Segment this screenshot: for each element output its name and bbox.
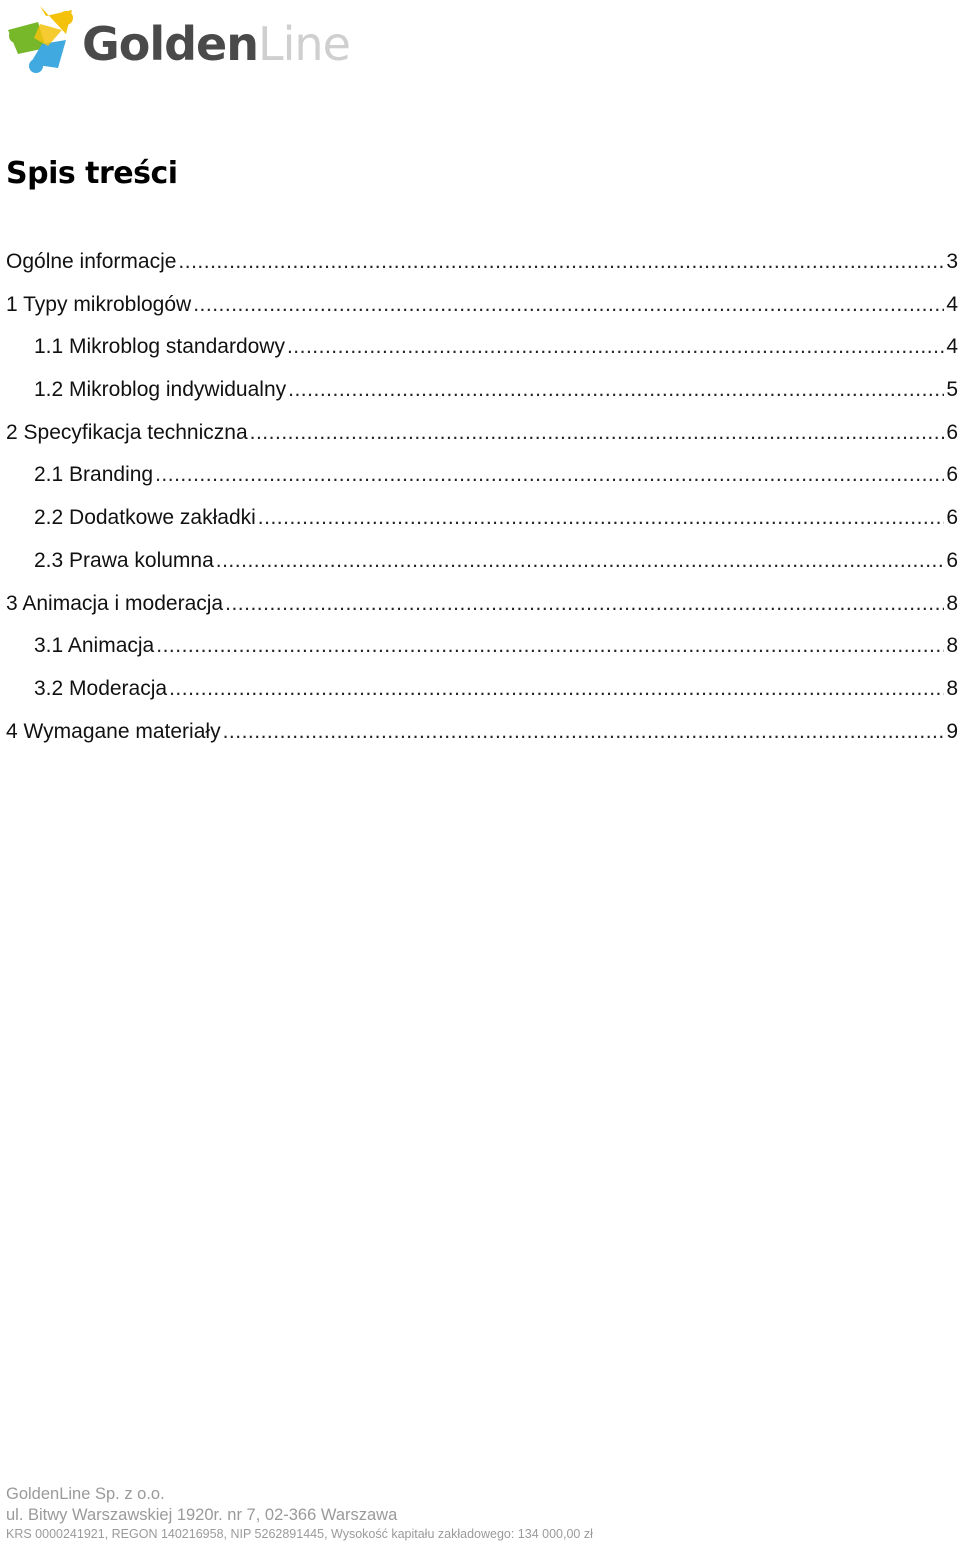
- toc-entry[interactable]: [6, 592, 958, 635]
- toc-dot-leader: [288, 378, 944, 402]
- toc-entry[interactable]: [6, 677, 958, 720]
- toc-dot-leader: [287, 335, 944, 359]
- logo-text-golden: Golden: [82, 17, 259, 71]
- toc-entry-page: 8: [946, 634, 958, 658]
- toc-entry-label: 1.2 Mikroblog indywidualny: [34, 378, 287, 402]
- page-footer: [6, 1484, 593, 1543]
- toc-entry[interactable]: [6, 720, 958, 763]
- toc-dot-leader: [178, 250, 944, 274]
- toc-dot-leader: [223, 720, 945, 744]
- toc-entry-page: 4: [946, 292, 958, 316]
- table-of-contents: [6, 250, 958, 762]
- footer-legal: KRS 0000241921, REGON 140216958, NIP 5262891445, Wysokość kapitału zakładowego: 134 000,00 zł: [6, 1527, 593, 1541]
- toc-entry-page: 3: [946, 250, 958, 273]
- toc-dot-leader: [225, 592, 944, 616]
- toc-entry-label: 2.1 Branding: [34, 463, 154, 487]
- toc-entry-page: 6: [946, 420, 958, 444]
- toc-entry-label: Ogólne informacje: [6, 250, 177, 273]
- toc-entry[interactable]: [6, 293, 958, 336]
- toc-entry[interactable]: [6, 463, 958, 506]
- toc-entry-page: 8: [946, 591, 958, 615]
- toc-entry[interactable]: [6, 549, 958, 592]
- toc-dot-leader: [258, 506, 945, 530]
- toc-dot-leader: [216, 549, 945, 573]
- toc-entry-page: 5: [946, 378, 958, 402]
- footer-company: GoldenLine Sp. z o.o.: [6, 1485, 165, 1503]
- toc-dot-leader: [250, 421, 945, 445]
- toc-entry-page: 8: [946, 676, 958, 700]
- goldenline-logo: [6, 4, 386, 74]
- logo-mark: [8, 6, 73, 73]
- toc-entry-page: 6: [946, 463, 958, 487]
- toc-entry-label: 3 Animacja i moderacja: [6, 591, 224, 615]
- toc-entry[interactable]: [6, 378, 958, 421]
- toc-entry[interactable]: [6, 250, 958, 293]
- toc-dot-leader: [156, 634, 944, 658]
- toc-entry-page: 9: [946, 719, 958, 743]
- toc-entry-page: 6: [946, 548, 958, 572]
- toc-entry-label: 3.1 Animacja: [34, 634, 155, 658]
- toc-entry-label: 1 Typy mikroblogów: [6, 292, 192, 316]
- toc-entry-label: 2.2 Dodatkowe zakładki: [34, 506, 256, 530]
- toc-entry[interactable]: [6, 421, 958, 464]
- toc-entry[interactable]: [6, 634, 958, 677]
- logo-text-line: Line: [258, 17, 350, 71]
- toc-entry-label: 1.1 Mikroblog standardowy: [34, 335, 285, 359]
- svg-text:GoldenLine: [82, 17, 350, 71]
- toc-entry-page: 4: [946, 335, 958, 359]
- toc-entry-label: 2 Specyfikacja techniczna: [6, 420, 248, 444]
- toc-dot-leader: [155, 463, 944, 487]
- toc-entry-label: 4 Wymagane materiały: [6, 719, 221, 743]
- toc-dot-leader: [193, 293, 944, 317]
- toc-entry-label: 2.3 Prawa kolumna: [34, 548, 214, 572]
- toc-entry[interactable]: [6, 506, 958, 549]
- toc-dot-leader: [169, 677, 944, 701]
- toc-entry[interactable]: [6, 335, 958, 378]
- toc-entry-label: 3.2 Moderacja: [34, 676, 168, 700]
- toc-title: Spis treści: [6, 156, 178, 191]
- toc-entry-page: 6: [946, 506, 958, 530]
- footer-address: ul. Bitwy Warszawskiej 1920r. nr 7, 02-366 Warszawa: [6, 1506, 398, 1524]
